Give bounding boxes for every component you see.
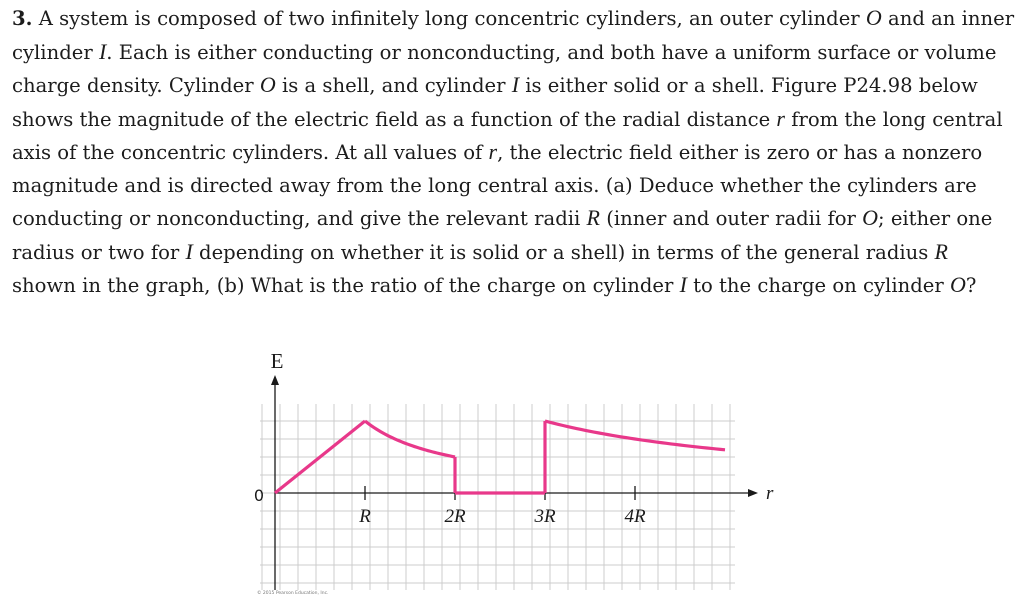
math-symbol: R (586, 205, 600, 230)
copyright-label: © 2015 Pearson Education, Inc. (257, 591, 329, 596)
math-symbol: I (98, 38, 107, 64)
x-tick-label: 3R (534, 506, 556, 527)
math-symbol: r (776, 105, 785, 131)
y-axis-arrow-icon (271, 375, 279, 385)
math-symbol: I (511, 72, 520, 97)
text-part: ; either one radius or two for (12, 207, 993, 264)
text-part: A system is composed of two infinitely long concentric cylinders, an outer cylinder (32, 7, 866, 30)
question-number: 3. (12, 7, 33, 30)
math-symbol: O (865, 5, 882, 30)
text-part: to the charge on cylinder (686, 274, 950, 297)
text-part: shown in the graph, (b) What is the ratio of the charge on cylinder (12, 274, 680, 297)
math-symbol: I (679, 272, 687, 297)
text-part: and an inner cylinder (12, 7, 1015, 64)
grid (260, 404, 735, 590)
text-part: ? (965, 274, 977, 297)
math-symbol: O (949, 272, 966, 297)
x-tick-label: 2R (444, 506, 466, 527)
math-symbol: R (934, 238, 948, 264)
math-symbol: O (862, 205, 878, 230)
text-part: from the long central axis of the concentric cylinders. At all values of (12, 107, 1003, 164)
math-symbol: O (259, 72, 276, 97)
x-axis-label: r (766, 483, 774, 504)
x-tick-label: 4R (624, 506, 646, 527)
x-tick-label: R (359, 506, 371, 527)
text-part: (inner and outer radii for (599, 207, 863, 230)
text-part: depending on whether it is solid or a shell) in terms of the general radius (192, 240, 935, 264)
math-symbol: r (488, 139, 498, 164)
text-part: is either solid or a shell. Figure P24.98 below shows the magnitude of the electric field as a function of the radial distance (12, 74, 978, 131)
math-symbol: I (185, 238, 193, 264)
text-part: . Each is either conducting or nonconducting, and both have a uniform surface or volume charge density. Cylinder (12, 40, 997, 97)
x-axis-arrow-icon (748, 489, 758, 497)
text-part: is a shell, and cylinder (275, 74, 512, 97)
text-part: , the electric field either is zero or has a nonzero magnitude and is directed away from the long central axis. (a) Deduce whether the cylinders are conducting or nonconducting, and give the relevant radii (12, 141, 983, 230)
y-axis-label: E (270, 349, 284, 373)
field-curve-segment (545, 421, 725, 450)
origin-label: 0 (253, 486, 265, 505)
